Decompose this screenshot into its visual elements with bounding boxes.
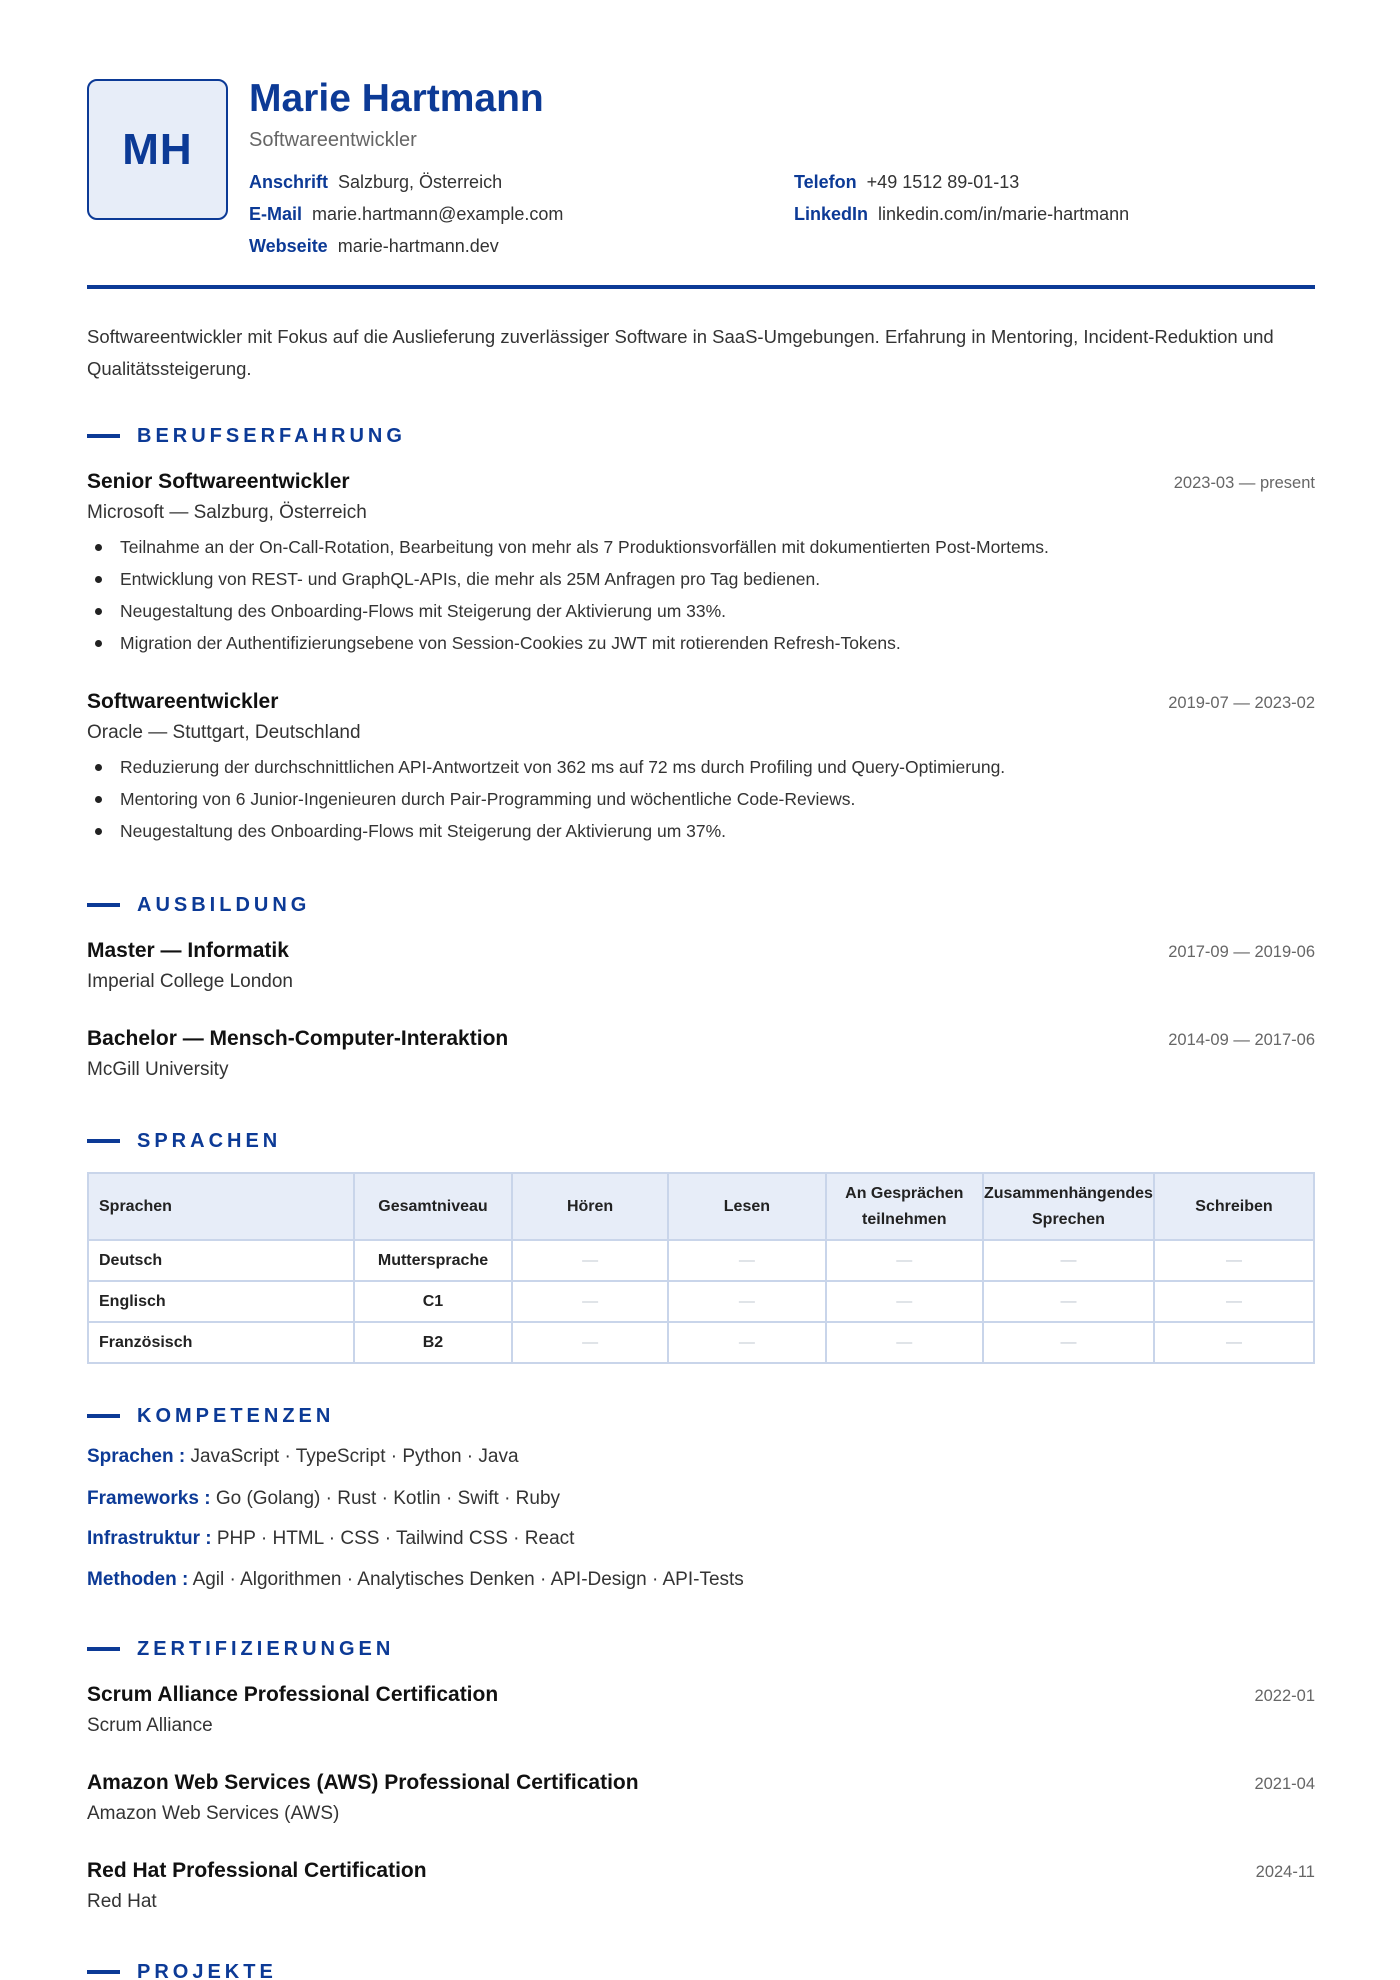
resume-header: [87, 79, 1315, 289]
degree-date: 2014-09 — 2017-06: [1168, 1031, 1315, 1049]
skill-value: PHP · HTML · CSS · Tailwind CSS · React: [216, 1528, 575, 1549]
skill-row: [87, 1569, 744, 1591]
contact-phone: [794, 172, 1019, 193]
skill-value: Go (Golang) · Rust · Kotlin · Swift · Ruby: [215, 1488, 561, 1509]
school-name: Imperial College London: [87, 971, 293, 992]
list-item: Migration der Authentifizierungsebene von Session-Cookies zu JWT mit rotierenden Refresh-Tokens.: [87, 627, 1315, 659]
column-header: Schreiben: [1154, 1173, 1314, 1240]
table-row: [88, 1322, 1314, 1363]
job-date: 2023-03 — present: [1173, 474, 1315, 492]
empty-cell: —: [512, 1281, 668, 1322]
person-role: Softwareentwickler: [249, 129, 417, 151]
section-title-projects: PROJEKTE: [87, 1960, 277, 1980]
contact-label: Anschrift: [249, 172, 329, 192]
empty-cell: —: [983, 1240, 1154, 1281]
column-header: An Gesprächen teilnehmen: [826, 1173, 983, 1240]
job-company: Microsoft — Salzburg, Österreich: [87, 502, 367, 523]
column-header: Hören: [512, 1173, 668, 1240]
contact-email[interactable]: [249, 204, 563, 225]
monogram-avatar: MH: [87, 79, 228, 220]
contact-label: E-Mail: [249, 204, 303, 224]
job-bullets: [87, 751, 1315, 847]
skill-value: Agil · Algorithmen · Analytisches Denken · API-Design · API-Tests: [192, 1569, 744, 1590]
experience-entry: [87, 470, 1315, 659]
language-level: C1: [354, 1281, 512, 1322]
contact-value: Salzburg, Österreich: [338, 172, 503, 192]
certification-entry: [87, 1771, 1315, 1825]
empty-cell: —: [983, 1281, 1154, 1322]
table-header-row: [88, 1173, 1314, 1240]
school-name: McGill University: [87, 1059, 229, 1080]
column-header: Gesamtniveau: [354, 1173, 512, 1240]
education-entry: [87, 1027, 1315, 1081]
column-header: Sprachen: [88, 1173, 354, 1240]
empty-cell: —: [668, 1322, 825, 1363]
contact-value: +49 1512 89-01-13: [866, 172, 1020, 192]
degree-date: 2017-09 — 2019-06: [1168, 943, 1315, 961]
section-accent-bar: [87, 434, 120, 438]
empty-cell: —: [983, 1322, 1154, 1363]
contact-website[interactable]: [249, 236, 499, 257]
contact-value[interactable]: marie.hartmann@example.com: [312, 204, 564, 224]
list-item: Mentoring von 6 Junior-Ingenieuren durch Pair-Programming und wöchentliche Code-Reviews.: [87, 783, 1315, 815]
section-accent-bar: [87, 1647, 120, 1651]
empty-cell: —: [512, 1322, 668, 1363]
job-title: Softwareentwickler: [87, 690, 279, 713]
skill-row: [87, 1446, 519, 1468]
table-row: [88, 1240, 1314, 1281]
person-name: Marie Hartmann: [249, 77, 544, 120]
empty-cell: —: [826, 1322, 983, 1363]
contact-label: LinkedIn: [794, 204, 869, 224]
language-level: Muttersprache: [354, 1240, 512, 1281]
job-company: Oracle — Stuttgart, Deutschland: [87, 722, 361, 743]
certification-entry: [87, 1683, 1315, 1737]
table-row: [88, 1281, 1314, 1322]
certification-issuer: Red Hat: [87, 1891, 157, 1912]
profile-summary: Softwareentwickler mit Fokus auf die Auslieferung zuverlässiger Software in SaaS-Umgebungen. Erfahrung in Mentoring, Incident-Reduktion und Qualitätssteigerung.: [87, 326, 1274, 379]
section-accent-bar: [87, 1970, 120, 1974]
empty-cell: —: [1154, 1281, 1314, 1322]
section-title-education: AUSBILDUNG: [87, 893, 310, 917]
language-name: Englisch: [88, 1281, 354, 1322]
language-level: B2: [354, 1322, 512, 1363]
job-date: 2019-07 — 2023-02: [1168, 694, 1315, 712]
certification-title: Amazon Web Services (AWS) Professional Certification: [87, 1771, 639, 1794]
skill-label: Infrastruktur :: [87, 1528, 212, 1549]
language-name: Deutsch: [88, 1240, 354, 1281]
contact-label: Telefon: [794, 172, 857, 192]
skill-label: Sprachen :: [87, 1446, 186, 1467]
empty-cell: —: [512, 1240, 668, 1281]
section-accent-bar: [87, 903, 120, 907]
experience-entry: [87, 690, 1315, 847]
job-title: Senior Softwareentwickler: [87, 470, 350, 493]
list-item: Entwicklung von REST- und GraphQL-APIs, die mehr als 25M Anfragen pro Tag bedienen.: [87, 563, 1315, 595]
list-item: Neugestaltung des Onboarding-Flows mit Steigerung der Aktivierung um 37%.: [87, 815, 1315, 847]
contact-linkedin[interactable]: [794, 204, 1129, 225]
certification-issuer: Amazon Web Services (AWS): [87, 1803, 340, 1824]
skill-row: [87, 1528, 574, 1550]
section-accent-bar: [87, 1139, 120, 1143]
section-title-languages: SPRACHEN: [87, 1129, 281, 1153]
section-accent-bar: [87, 1414, 120, 1418]
certification-date: 2021-04: [1254, 1775, 1315, 1793]
skill-row: [87, 1488, 560, 1510]
language-name: Französisch: [88, 1322, 354, 1363]
certification-issuer: Scrum Alliance: [87, 1715, 213, 1736]
empty-cell: —: [668, 1240, 825, 1281]
certification-date: 2022-01: [1254, 1687, 1315, 1705]
empty-cell: —: [1154, 1240, 1314, 1281]
column-header: Zusammenhängendes Sprechen: [983, 1173, 1154, 1240]
certification-date: 2024-11: [1255, 1863, 1315, 1881]
list-item: Reduzierung der durchschnittlichen API-Antwortzeit von 362 ms auf 72 ms durch Profiling und Query-Optimierung.: [87, 751, 1315, 783]
degree-title: Bachelor — Mensch-Computer-Interaktion: [87, 1027, 509, 1050]
language-table: [87, 1172, 1315, 1364]
empty-cell: —: [826, 1281, 983, 1322]
section-title-experience: BERUFSERFAHRUNG: [87, 424, 406, 448]
section-title-skills: KOMPETENZEN: [87, 1404, 334, 1428]
section-title-certifications: ZERTIFIZIERUNGEN: [87, 1637, 394, 1661]
list-item: Teilnahme an der On-Call-Rotation, Bearbeitung von mehr als 7 Produktionsvorfällen mit dokumentierten Post-Mortems.: [87, 531, 1315, 563]
empty-cell: —: [668, 1281, 825, 1322]
empty-cell: —: [1154, 1322, 1314, 1363]
degree-title: Master — Informatik: [87, 939, 289, 962]
contact-address: [249, 172, 502, 193]
skill-value: JavaScript · TypeScript · Python · Java: [190, 1446, 519, 1467]
empty-cell: —: [826, 1240, 983, 1281]
certification-title: Red Hat Professional Certification: [87, 1859, 427, 1882]
column-header: Lesen: [668, 1173, 825, 1240]
education-entry: [87, 939, 1315, 993]
contact-label: Webseite: [249, 236, 328, 256]
certification-entry: [87, 1859, 1315, 1913]
certification-title: Scrum Alliance Professional Certification: [87, 1683, 499, 1706]
skill-label: Methoden :: [87, 1569, 189, 1590]
contact-value[interactable]: marie-hartmann.dev: [337, 236, 499, 256]
skill-label: Frameworks :: [87, 1488, 211, 1509]
list-item: Neugestaltung des Onboarding-Flows mit Steigerung der Aktivierung um 33%.: [87, 595, 1315, 627]
job-bullets: [87, 531, 1315, 659]
contact-value[interactable]: linkedin.com/in/marie-hartmann: [878, 204, 1130, 224]
